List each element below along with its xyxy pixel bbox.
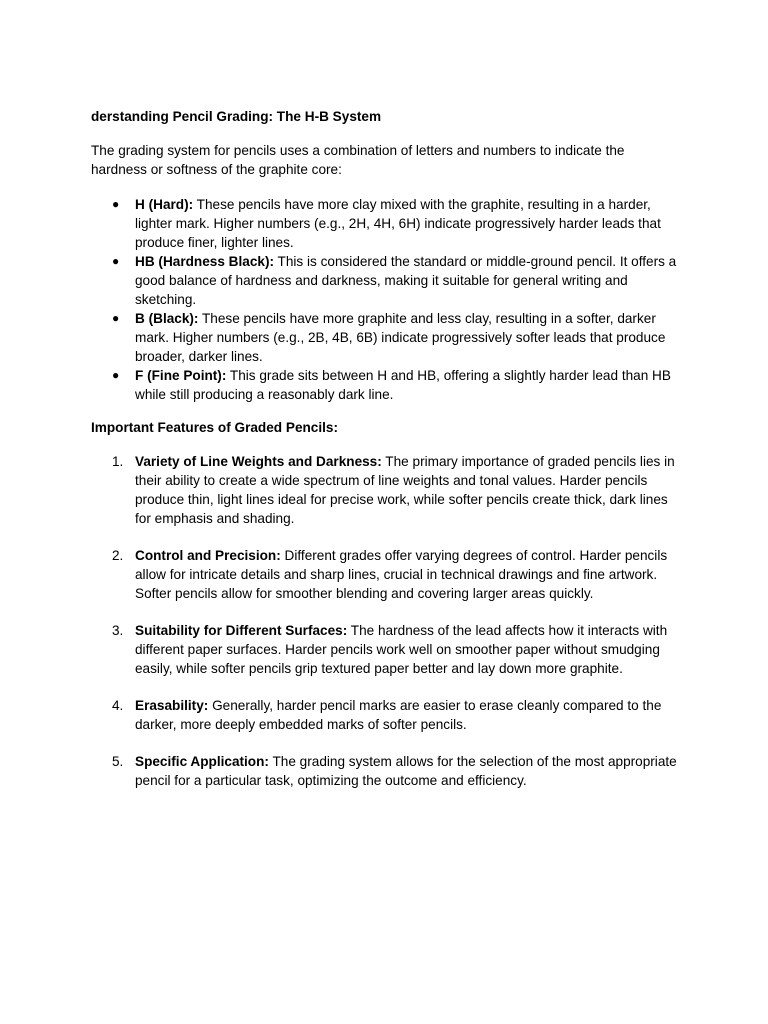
- document-title: derstanding Pencil Grading: The H-B System: [91, 109, 382, 124]
- bullet-icon: ●: [112, 368, 120, 382]
- bullet-icon: ●: [112, 311, 120, 325]
- feature-item: [91, 752, 682, 790]
- grade-term: HB (Hardness Black):: [135, 254, 274, 269]
- features-list: [91, 452, 682, 790]
- grade-item-f: [91, 366, 682, 404]
- feature-term: Erasability:: [135, 698, 209, 713]
- grade-item-h: [91, 195, 682, 252]
- feature-term: Specific Application:: [135, 754, 269, 769]
- grade-term: F (Fine Point):: [135, 368, 227, 383]
- features-heading: Important Features of Graded Pencils:: [91, 420, 339, 435]
- feature-item: [91, 696, 682, 734]
- intro-paragraph: The grading system for pencils uses a combination of letters and numbers to indicate the hardness or softness of the graphite core:: [91, 143, 625, 177]
- grade-list: [91, 195, 682, 404]
- grade-term: H (Hard):: [135, 197, 194, 212]
- feature-item: [91, 546, 682, 603]
- bullet-icon: ●: [112, 254, 120, 268]
- feature-term: Control and Precision:: [135, 548, 281, 563]
- feature-description: Different grades offer varying degrees of control. Harder pencils allow for intricate details and sharp lines, crucial in technical drawings and fine artwork. Softer pencils allow for smoother blending and covering larger areas quickly.: [135, 548, 668, 601]
- feature-description: The grading system allows for the selection of the most appropriate pencil for a particular task, optimizing the outcome and efficiency.: [135, 754, 677, 788]
- grade-term: B (Black):: [135, 311, 199, 326]
- feature-description: Generally, harder pencil marks are easier to erase cleanly compared to the darker, more deeply embedded marks of softer pencils.: [135, 698, 662, 732]
- feature-description: The primary importance of graded pencils lies in their ability to create a wide spectrum of line weights and tonal values. Harder pencils produce thin, light lines ideal for precise work, while softer pencils create thick, dark lines for emphasis and shading.: [135, 454, 675, 526]
- feature-item: [91, 452, 682, 528]
- feature-number: 2.: [112, 548, 124, 563]
- grade-description: These pencils have more graphite and less clay, resulting in a softer, darker mark. Higher numbers (e.g., 2B, 4B, 6B) indicate progressively softer leads that produce broader, darker lines.: [135, 311, 666, 364]
- feature-description: The hardness of the lead affects how it interacts with different paper surfaces. Harder pencils work well on smoother paper without smudging easily, while softer pencils grip textured paper better and lay down more graphite.: [135, 623, 668, 676]
- bullet-icon: ●: [112, 197, 120, 211]
- feature-term: Variety of Line Weights and Darkness:: [135, 454, 382, 469]
- feature-number: 1.: [112, 454, 124, 469]
- feature-number: 3.: [112, 623, 124, 638]
- feature-number: 4.: [112, 698, 124, 713]
- grade-description: These pencils have more clay mixed with the graphite, resulting in a harder, lighter mark. Higher numbers (e.g., 2H, 4H, 6H) indicate progressively harder leads that produce finer, lighter lines.: [135, 197, 661, 250]
- grade-description: This grade sits between H and HB, offering a slightly harder lead than HB while still producing a reasonably dark line.: [135, 368, 671, 402]
- grade-item-hb: [91, 252, 682, 309]
- grade-description: This is considered the standard or middle-ground pencil. It offers a good balance of hardness and darkness, making it suitable for general writing and sketching.: [135, 254, 677, 307]
- feature-item: [91, 621, 682, 678]
- feature-term: Suitability for Different Surfaces:: [135, 623, 348, 638]
- feature-number: 5.: [112, 754, 124, 769]
- grade-item-b: [91, 309, 682, 366]
